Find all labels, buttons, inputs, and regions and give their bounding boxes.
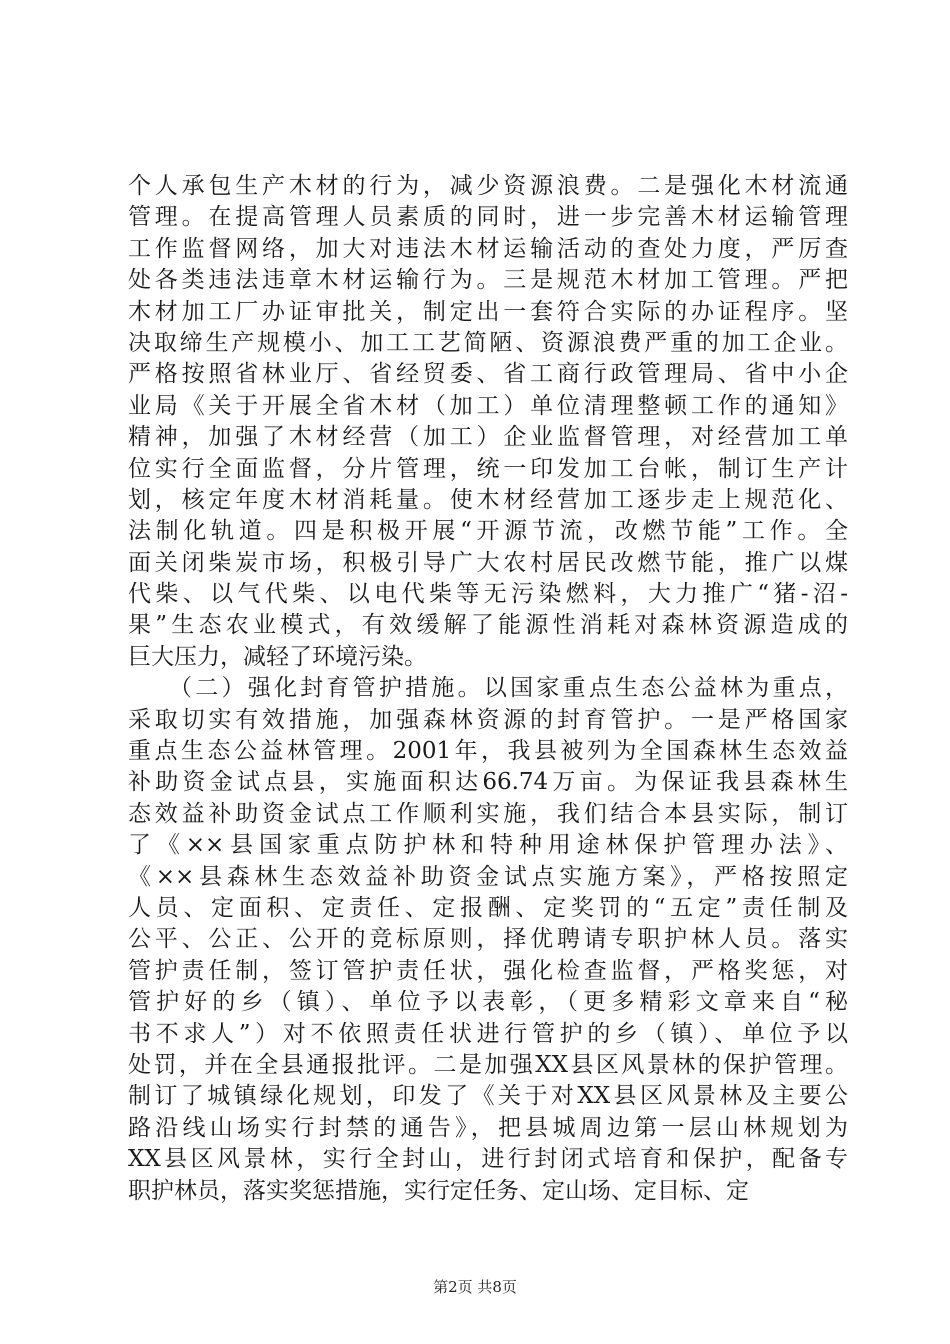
text-line: 业局《关于开展全省木材（加工）单位清理整顿工作的通知》 — [128, 392, 848, 419]
text-line: 果”生态农业模式，有效缓解了能源性消耗对森林资源造成的 — [128, 612, 848, 639]
text-line: 位实行全面监督，分片管理，统一印发加工台帐，制订生产计 — [128, 455, 848, 482]
text-line: 《××县森林生态效益补助资金试点实施方案》，严格按照定 — [128, 863, 848, 890]
text-line: 木材加工厂办证审批关，制定出一套符合实际的办证程序。坚 — [128, 298, 848, 325]
text-line: 了《××县国家重点防护林和特种用途林保护管理办法》、 — [128, 832, 848, 859]
text-line: 精神，加强了木材经营（加工）企业监督管理，对经营加工单 — [128, 424, 848, 451]
text-line: （二）强化封育管护措施。以国家重点生态公益林为重点， — [128, 675, 848, 702]
text-line: 处各类违法违章木材运输行为。三是规范木材加工管理。严把 — [128, 267, 848, 294]
text-line: 面关闭柴炭市场，积极引导广大农村居民改燃节能，推广以煤 — [128, 549, 848, 576]
text-line: 路沿线山场实行封禁的通告》，把县城周边第一层山林规划为 — [128, 1114, 848, 1141]
text-line: 管护好的乡（镇）、单位予以表彰，（更多精彩文章来自“秘 — [128, 989, 848, 1016]
text-line: 决取缔生产规模小、加工工艺简陋、资源浪费严重的加工企业。 — [128, 329, 848, 356]
text-line: 个人承包生产木材的行为，减少资源浪费。二是强化木材流通 — [128, 173, 848, 199]
text-line: 代柴、以气代柴、以电代柴等无污染燃料，大力推广“猪-沼- — [128, 581, 848, 608]
text-line: 划，核定年度木材消耗量。使木材经营加工逐步走上规范化、 — [128, 486, 848, 513]
text-line: 巨大压力，减轻了环境污染。 — [128, 643, 427, 670]
text-line: 重点生态公益林管理。2001年，我县被列为全国森林生态效益 — [128, 738, 848, 765]
text-line: XX县区风景林，实行全封山，进行封闭式培育和保护，配备专 — [128, 1146, 848, 1173]
text-line: 补助资金试点县，实施面积达66.74万亩。为保证我县森林生 — [128, 769, 848, 796]
text-line: 职护林员，落实奖惩措施，实行定任务、定山场、定目标、定 — [128, 1177, 749, 1204]
text-line: 采取切实有效措施，加强森林资源的封育管护。一是严格国家 — [128, 706, 848, 733]
text-line: 管理。在提高管理人员素质的同时，进一步完善木材运输管理 — [128, 204, 848, 231]
text-line: 管护责任制，签订管护责任状，强化检查监督，严格奖惩，对 — [128, 957, 848, 984]
page-footer: 第2页 共8页 — [433, 1278, 517, 1296]
text-line: 制订了城镇绿化规划，印发了《关于对XX县区风景林及主要公 — [128, 1083, 848, 1110]
text-line: 态效益补助资金试点工作顺利实施，我们结合本县实际，制订 — [128, 800, 848, 827]
text-line: 人员、定面积、定责任、定报酬、定奖罚的“五定”责任制及 — [128, 894, 848, 921]
text-line: 书不求人”）对不依照责任状进行管护的乡（镇）、单位予以 — [128, 1020, 848, 1047]
text-line: 处罚，并在全县通报批评。二是加强XX县区风景林的保护管理。 — [128, 1051, 848, 1078]
text-line: 严格按照省林业厅、省经贸委、省工商行政管理局、省中小企 — [128, 361, 848, 388]
text-line: 工作监督网络，加大对违法木材运输活动的查处力度，严厉查 — [128, 235, 848, 262]
document-body — [128, 171, 848, 1207]
text-line: 公平、公正、公开的竞标原则，择优聘请专职护林人员。落实 — [128, 926, 848, 953]
text-line: 法制化轨道。四是积极开展“开源节流，改燃节能”工作。全 — [128, 518, 848, 545]
